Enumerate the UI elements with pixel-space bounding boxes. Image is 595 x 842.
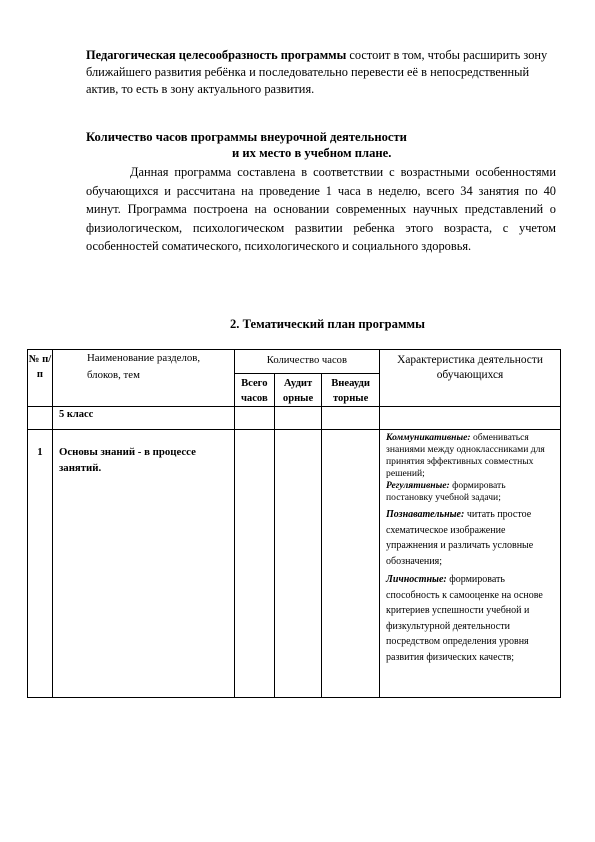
personal-text: формировать способность к самооценке на основе критериев успешности учебной и физкультурной деятельности посредством определения уровня развития физических качеств; [386, 574, 543, 663]
hours-section-title [86, 129, 556, 161]
table-row [28, 407, 561, 430]
communicative-label: Коммуникативные: [386, 432, 471, 443]
activity-description [380, 430, 561, 698]
header-total: Всего часов [234, 374, 274, 407]
hours-title-line1: Количество часов программы внеурочной деятельности [86, 130, 407, 144]
hours-title-line2: и их место в учебном плане. [232, 146, 392, 160]
header-num: № п/п [28, 350, 53, 407]
plan-title: 2. Тематический план программы [230, 317, 425, 331]
regulatory-label: Регулятивные: [386, 480, 450, 491]
header-hours: Количество часов [234, 350, 379, 374]
cognitive-text: читать простое схематическое изображение упражнения и различать условные обозначения; [386, 509, 534, 567]
regulatory-text: формировать постановку учебной задачи; [386, 480, 506, 503]
hours-paragraph [86, 163, 556, 256]
header-name: Наименование разделов, блоков, тем [52, 350, 234, 407]
communicative-text: обмениваться знаниями между одноклассниками для принятия эффективных совместных решений; [386, 432, 545, 479]
intro-lead: Педагогическая целесообразность программы [86, 48, 347, 62]
thematic-plan-table [27, 349, 561, 698]
header-activity: Характеристика деятельности обучающихся [380, 350, 561, 407]
intro-paragraph [86, 47, 556, 98]
table-header-row [28, 350, 561, 374]
table-row [28, 430, 561, 698]
header-extra: Внеауди торные [322, 374, 380, 407]
cognitive-label: Познавательные: [386, 509, 465, 520]
hours-text: Данная программа составлена в соответствии с возрастными особенностями обучающихся и рассчитана на проведение 1 часа в неделю, всего 34 занятия по 40 минут. Программа построена на основании современных научных представлений о физиологическом, психологическом развитии ребенка этого возраста, с учетом особенностей соматического, психологического и социального здоровья. [86, 165, 556, 253]
row-number: 1 [28, 430, 53, 698]
personal-label: Личностные: [386, 574, 447, 585]
header-classroom: Аудит орные [274, 374, 321, 407]
class-label: 5 класс [52, 407, 234, 430]
intro-text: состоит в том, чтобы расширить зону ближайшего развития ребёнка и последовательно перевести её в непосредственный актив, то есть в зону актуального развития. [86, 48, 548, 96]
row-topic: Основы знаний - в процессе занятий. [52, 430, 234, 698]
